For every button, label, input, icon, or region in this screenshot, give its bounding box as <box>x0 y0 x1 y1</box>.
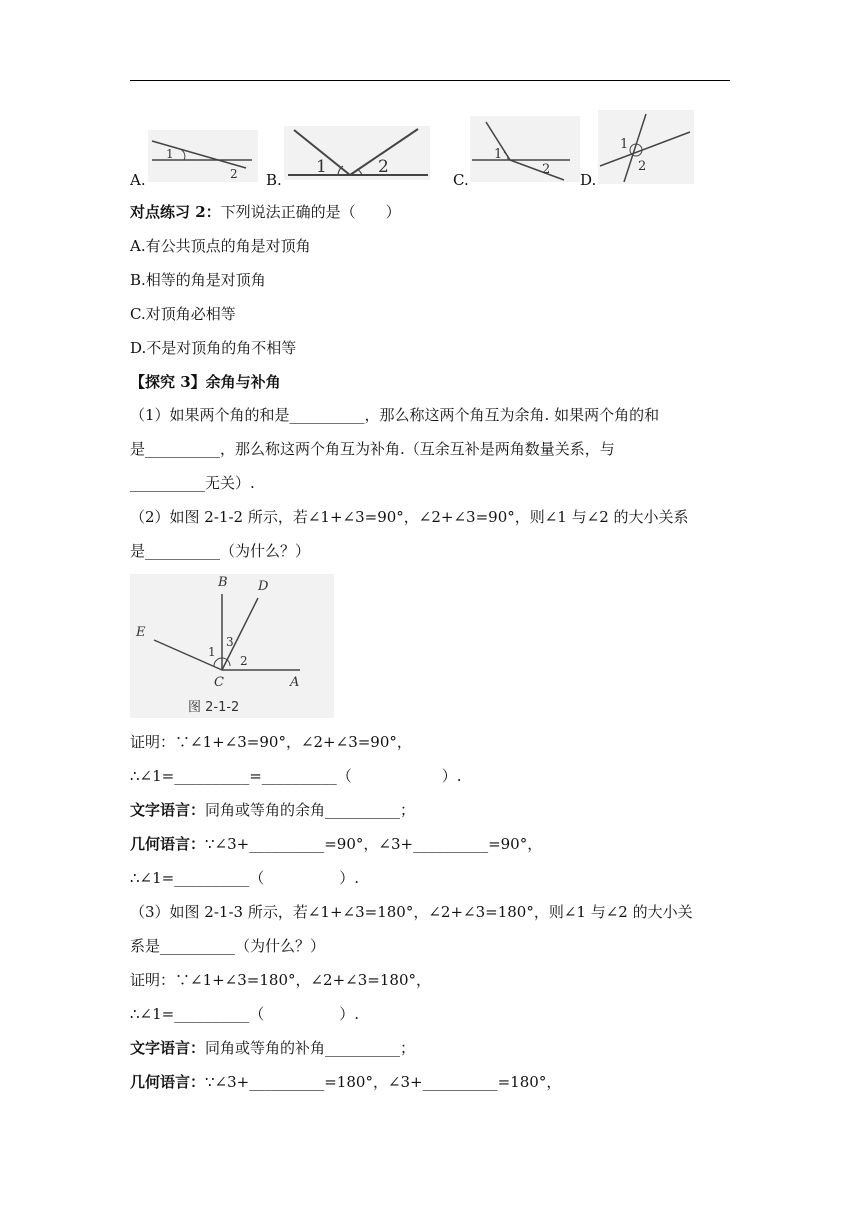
fig-label-b: B <box>218 575 228 590</box>
fig-b-label-2: 2 <box>378 157 389 177</box>
fig-c-label-2: 2 <box>542 162 551 177</box>
header-rule <box>130 80 730 81</box>
p2-line1: （2）如图 2-1-2 所示，若∠1+∠3=90°，∠2+∠3=90°，则∠1 与∠2 的大小关系 <box>130 508 689 526</box>
choice-c: C.对顶角必相等 <box>130 305 236 323</box>
fig-label-c: C <box>214 675 224 690</box>
p3-line2: 系是__________（为什么？） <box>130 937 326 955</box>
exercise2-title: 对点练习 2： <box>130 203 221 221</box>
fig-label-2: 2 <box>240 654 248 668</box>
fig-c-label-1: 1 <box>494 147 503 162</box>
proof1-line1: 证明：∵∠1+∠3=90°，∠2+∠3=90°， <box>130 733 412 751</box>
fig-label-d: D <box>258 579 269 594</box>
option-d-figure <box>598 110 694 184</box>
fig-label-1: 1 <box>208 645 216 659</box>
fig-a-label-1: 1 <box>166 147 174 161</box>
text-language-1 <box>130 800 415 820</box>
geometry-language-body-2: ∵∠3+__________=180°，∠3+__________=180°， <box>205 1073 562 1091</box>
option-a-figure <box>148 130 258 182</box>
option-c-figure <box>470 116 580 182</box>
fig-a-label-2: 2 <box>230 167 238 181</box>
text-language-body-1: 同角或等角的余角__________； <box>205 801 416 819</box>
exercise2-text: 下列说法正确的是（ ） <box>220 203 401 221</box>
text-language-label-2: 文字语言： <box>130 1039 206 1057</box>
choice-b: B.相等的角是对顶角 <box>130 271 266 289</box>
fig-d-label-2: 2 <box>638 159 647 174</box>
proof2-line2: ∴∠1=__________（ ）. <box>130 1005 359 1023</box>
proof2-line1: 证明：∵∠1+∠3=180°，∠2+∠3=180°， <box>130 971 431 989</box>
fig-label-a: A <box>290 675 300 690</box>
geometry-language-2 <box>130 1072 561 1092</box>
choice-a: A.有公共顶点的角是对顶角 <box>130 237 311 255</box>
option-b-label: B. <box>266 171 282 189</box>
figure-caption: 图 2-1-2 <box>188 700 240 715</box>
geometry-conclusion-1: ∴∠1=__________（ ）. <box>130 869 359 887</box>
choice-d: D.不是对顶角的角不相等 <box>130 339 297 357</box>
text-language-body-2: 同角或等角的补角__________； <box>205 1039 416 1057</box>
geometry-language-label-2: 几何语言： <box>130 1073 206 1091</box>
fig-label-3: 3 <box>226 635 234 649</box>
text-language-label-1: 文字语言： <box>130 801 206 819</box>
option-c-label: C. <box>453 171 469 189</box>
geometry-language-label-1: 几何语言： <box>130 835 206 853</box>
p1-line1: （1）如果两个角的和是__________，那么称这两个角互为余角. 如果两个角的和 <box>130 406 660 424</box>
fig-b-label-1: 1 <box>316 157 327 177</box>
fig-label-e: E <box>136 625 146 640</box>
option-d-label: D. <box>580 171 597 189</box>
p2-line2: 是__________（为什么？） <box>130 542 311 560</box>
p1-line3: __________无关）. <box>130 474 255 492</box>
p1-line2: 是__________，那么称这两个角互为补角.（互余互补是两角数量关系，与 <box>130 440 615 458</box>
explore3-heading: 【探究 3】余角与补角 <box>130 373 281 391</box>
option-b-figure <box>284 126 430 180</box>
fig-d-label-1: 1 <box>620 137 629 152</box>
option-a-label: A. <box>130 171 146 189</box>
p3-line1: （3）如图 2-1-3 所示，若∠1+∠3=180°，∠2+∠3=180°，则∠1 与∠2 的大小关 <box>130 903 693 921</box>
figure-2-1-2 <box>130 574 334 718</box>
text-language-2 <box>130 1038 415 1058</box>
geometry-language-1 <box>130 834 542 854</box>
exercise2-question <box>130 202 401 222</box>
geometry-language-body-1: ∵∠3+__________=90°，∠3+__________=90°， <box>205 835 543 853</box>
proof1-line2: ∴∠1=__________=__________（ ）. <box>130 767 462 785</box>
